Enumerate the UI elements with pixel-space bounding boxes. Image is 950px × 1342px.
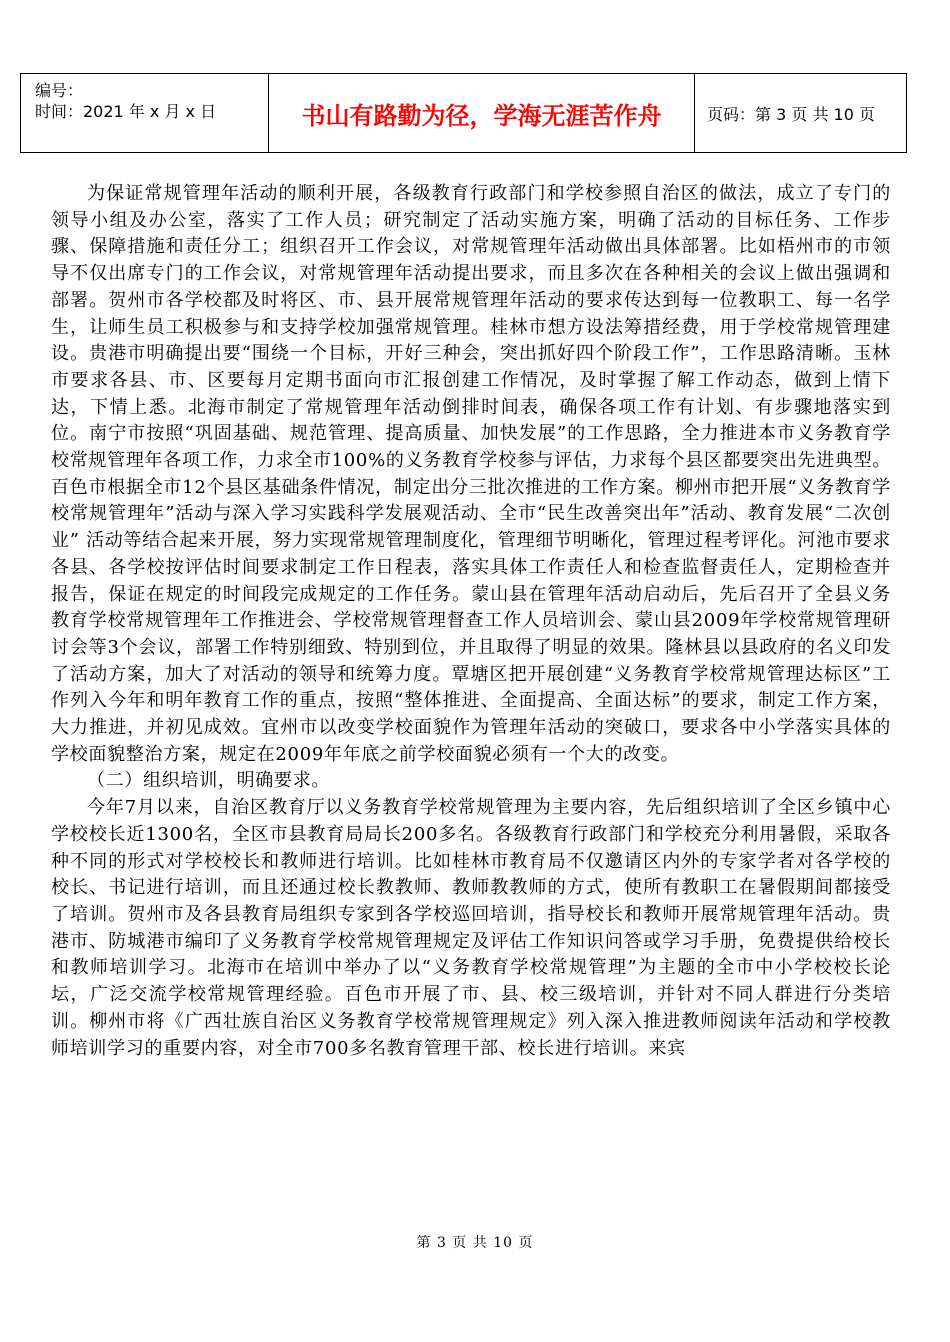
document-body xyxy=(51,181,891,1062)
document-header xyxy=(20,73,907,153)
body-paragraph: 为保证常规管理年活动的顺利开展，各级教育行政部门和学校参照自治区的做法，成立了专门的领导小组及办公室，落实了工作人员；研究制定了活动实施方案，明确了活动的目标任务、工作步骤、保障措施和责任分工；组织召开工作会议，对常规管理年活动做出具体部署。比如梧州市的市领导不仅出席专门的工作会议，对常规管理年活动提出要求，而且多次在各种相关的会议上做出强调和部署。贺州市各学校都及时将区、市、县开展常规管理年活动的要求传达到每一位教职工、每一名学生，让师生员工积极参与和支持学校加强常规管理。桂林市想方设法筹措经费，用于学校常规管理建设。贵港市明确提出要“围绕一个目标，开好三种会，突出抓好四个阶段工作”，工作思路清晰。玉林市要求各县、市、区要每月定期书面向市汇报创建工作情况，及时掌握了解工作动态，做到上情下达，下情上悉。北海市制定了常规管理年活动倒排时间表，确保各项工作有计划、有步骤地落实到位。南宁市按照“巩固基础、规范管理、提高质量、加快发展”的工作思路，全力推进本市义务教育学校常规管理年各项工作，力求全市100%的义务教育学校参与评估，力求每个县区都要突出先进典型。百色市根据全市12个县区基础条件情况，制定出分三批次推进的工作方案。柳州市把开展“义务教育学校常规管理年”活动与深入学习实践科学发展观活动、全市“民生改善突出年”活动、教育发展“二次创业” 活动等结合起来开展，努力实现常规管理制度化，管理细节明晰化，管理过程考评化。河池市要求各县、各学校按评估时间要求制定工作日程表，落实具体工作责任人和检查监督责任人，定期检查并报告，保证在规定的时间段完成规定的工作任务。蒙山县在管理年活动启动后，先后召开了全县义务教育学校常规管理年工作推进会、学校常规管理督查工作人员培训会、蒙山县2009年学校常规管理研讨会等3个会议，部署工作特别细致、特别到位，并且取得了明显的效果。隆林县以县政府的名义印发了活动方案，加大了对活动的领导和统筹力度。覃塘区把开展创建“义务教育学校常规管理达标区”工作列入今年和明年教育工作的重点，按照“整体推进、全面提高、全面达标”的要求，制定工作方案，大力推进，并初见成效。宜州市以改变学校面貌作为管理年活动的突破口，要求各中小学落实具体的学校面貌整治方案，规定在2009年年底之前学校面貌必须有一个大的改变。 xyxy=(51,183,891,765)
body-paragraph: 今年7月以来，自治区教育厅以义务教育学校常规管理为主要内容，先后组织培训了全区乡镇中心学校校长近1300名，全区市县教育局局长200多名。各级教育行政部门和学校充分利用暑假，采取各种不同的形式对学校校长和教师进行培训。比如桂林市教育局不仅邀请区内外的专家学者对各学校的校长、书记进行培训，而且还通过校长教教师、教师教教师的方式，使所有教职工在暑假期间都接受了培训。贺州市及各县教育局组织专家到各学校巡回培训，指导校长和教师开展常规管理年活动。贵港市、防城港市编印了义务教育学校常规管理规定及评估工作知识问答或学习手册，免费提供给校长和教师培训学习。北海市在培训中举办了以“义务教育学校常规管理”为主题的全市中小学校校长论坛，广泛交流学校常规管理经验。百色市开展了市、县、校三级培训，并针对不同人群进行分类培训。柳州市将《广西壮族自治区义务教育学校常规管理规定》列入深入推进教师阅读年活动和学校教师培训学习的重要内容，对全市700多名教育管理干部、校长进行培训。来宾 xyxy=(51,797,891,1059)
page-footer: 第 3 页 共 10 页 xyxy=(416,1235,534,1251)
document-time-label: 时间：2021 年 x 月 x 日 xyxy=(35,102,217,121)
document-number-label: 编号： xyxy=(35,81,84,100)
header-motto: 书山有路勤为径，学海无涯苦作舟 xyxy=(269,74,695,153)
header-page-info: 页码：第 3 页 共 10 页 xyxy=(695,74,907,153)
header-meta-cell xyxy=(21,74,269,153)
section-heading: （二）组织培训，明确要求。 xyxy=(87,770,331,792)
